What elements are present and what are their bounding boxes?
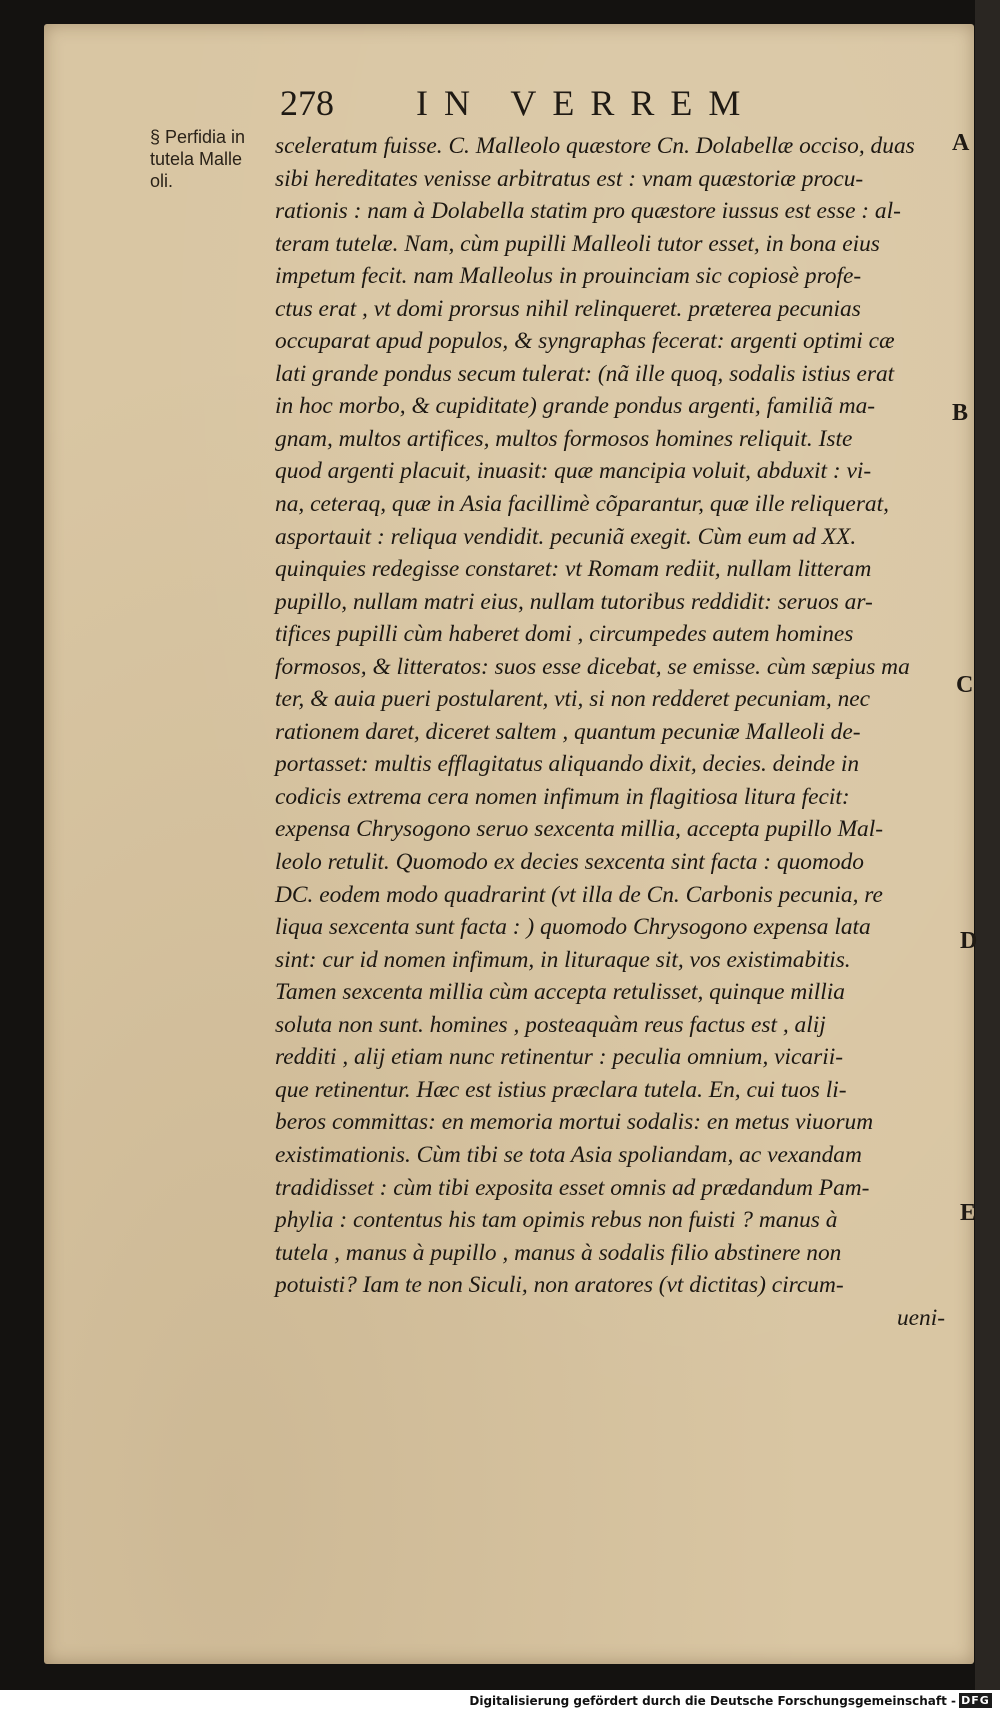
text-line: occuparat apud populos, & syngraphas fecerat: argenti optimi cæ [275,328,895,355]
text-line: DC. eodem modo quadrarint (vt illa de Cn. Carbonis pecunia, re [275,881,883,908]
funding-credit: Digitalisierung gefördert durch die Deutsche Forschungsgemeinschaft - [469,1694,956,1708]
text-line: redditi , alij etiam nunc retinentur : peculia omnium, vicarii- [275,1044,843,1071]
text-line: ctus erat , vt domi prorsus nihil relinqueret. præterea pecunias [275,295,861,322]
text-line: ter, & auia pueri postularent, vti, si non redderet pecuniam, nec [275,686,871,713]
text-line: Tamen sexcenta millia cùm accepta retulisset, quinque millia [275,979,845,1006]
running-title: IN VERREM [416,83,757,123]
text-line: phylia : contentus his tam opimis rebus non fuisti ? manus à [275,1207,838,1234]
text-line: liqua sexcenta sunt facta : ) quomodo Chrysogono expensa lata [275,914,871,941]
text-line: gnam, multos artifices, multos formosos homines reliquit. Iste [275,425,853,452]
text-line: formosos, & litteratos: suos esse dicebat, se emisse. cùm sæpius ma [275,653,910,680]
margin-letter-c: C [956,672,974,698]
text-line: rationis : nam à Dolabella statim pro quæstore iussus est esse : al- [275,198,901,225]
margin-letter-e: E [960,1200,977,1226]
running-head [280,82,756,124]
text-line: beros committas: en memoria mortui sodalis: en metus viuorum [275,1109,874,1136]
text-line: na, ceteraq, quæ in Asia facillimè cõparantur, quæ ille reliquerat, [275,491,889,518]
text-line: asportauit : reliqua vendidit. pecuniã exegit. Cùm eum ad XX. [275,523,857,550]
text-line: expensa Chrysogono seruo sexcenta millia, accepta pupillo Mal- [275,816,884,843]
text-line: ueni- [896,1304,945,1331]
dfg-logo: DFG [959,1693,992,1708]
text-line: rationem daret, diceret saltem , quantum pecuniæ Malleoli de- [275,718,861,745]
text-line: quinquies redegisse constaret: vt Romam rediit, nullam litteram [275,556,872,583]
text-line: quod argenti placuit, inuasit: quæ mancipia voluit, abduxit : vi- [275,458,872,485]
scan-edge-strip [975,0,1000,1690]
margin-letter-b: B [952,400,969,426]
text-line: codicis extrema cera nomen infimum in flagitiosa litura fecit: [275,783,850,810]
marginal-note-line: oli. [150,171,174,191]
text-line: soluta non sunt. homines , posteaquàm reus factus est , alij [275,1011,826,1038]
text-line: teram tutelæ. Nam, cùm pupilli Malleoli tutor esset, in bona eius [275,230,880,257]
text-line: tifices pupilli cùm haberet domi , circumpedes autem homines [275,621,854,648]
text-line: pupillo, nullam matri eius, nullam tutoribus reddidit: seruos ar- [275,588,873,615]
text-line: lati grande pondus secum tulerat: (nã ille quoq, sodalis istius erat [275,360,895,387]
text-line: tutela , manus à pupillo , manus à sodalis filio abstinere non [275,1239,842,1266]
text-line: tradidisset : cùm tibi exposita esset omnis ad prædandum Pam- [275,1174,870,1201]
footer-bar [0,1690,1000,1714]
page-number: 278 [280,83,334,123]
marginal-note-line: tutela Malle [150,149,243,169]
text-line: impetum fecit. nam Malleolus in prouinciam sic copiosè profe- [275,263,862,290]
text-line: in hoc morbo, & cupiditate) grande pondus argenti, familiã ma- [275,393,876,420]
margin-letter-a: A [952,130,970,156]
text-line: existimationis. Cùm tibi se tota Asia spoliandam, ac vexandam [275,1141,862,1168]
marginal-note [150,126,272,192]
text-line: sceleratum fuisse. C. Malleolo quæstore Cn. Dolabellæ occiso, duas [275,133,915,159]
text-line: sint: cur id nomen infimum, in lituraque sit, vos existimabitis. [275,946,851,973]
text-line: que retinentur. Hæc est istius præclara tutela. En, cui tuos li- [275,1076,847,1103]
text-line: portasset: multis efflagitatus aliquando dixit, decies. deinde in [275,751,860,778]
margin-letter-d: D [960,928,978,954]
text-line: potuisti? Iam te non Siculi, non aratores (vt dictitas) circum- [275,1272,844,1299]
marginal-note-line: § Perfidia in [150,127,246,147]
text-line: leolo retulit. Quomodo ex decies sexcenta sint facta : quomodo [275,849,864,876]
text-line: sibi hereditates venisse arbitratus est : vnam quæstoriæ procu- [275,165,864,192]
body-text [275,130,955,1334]
